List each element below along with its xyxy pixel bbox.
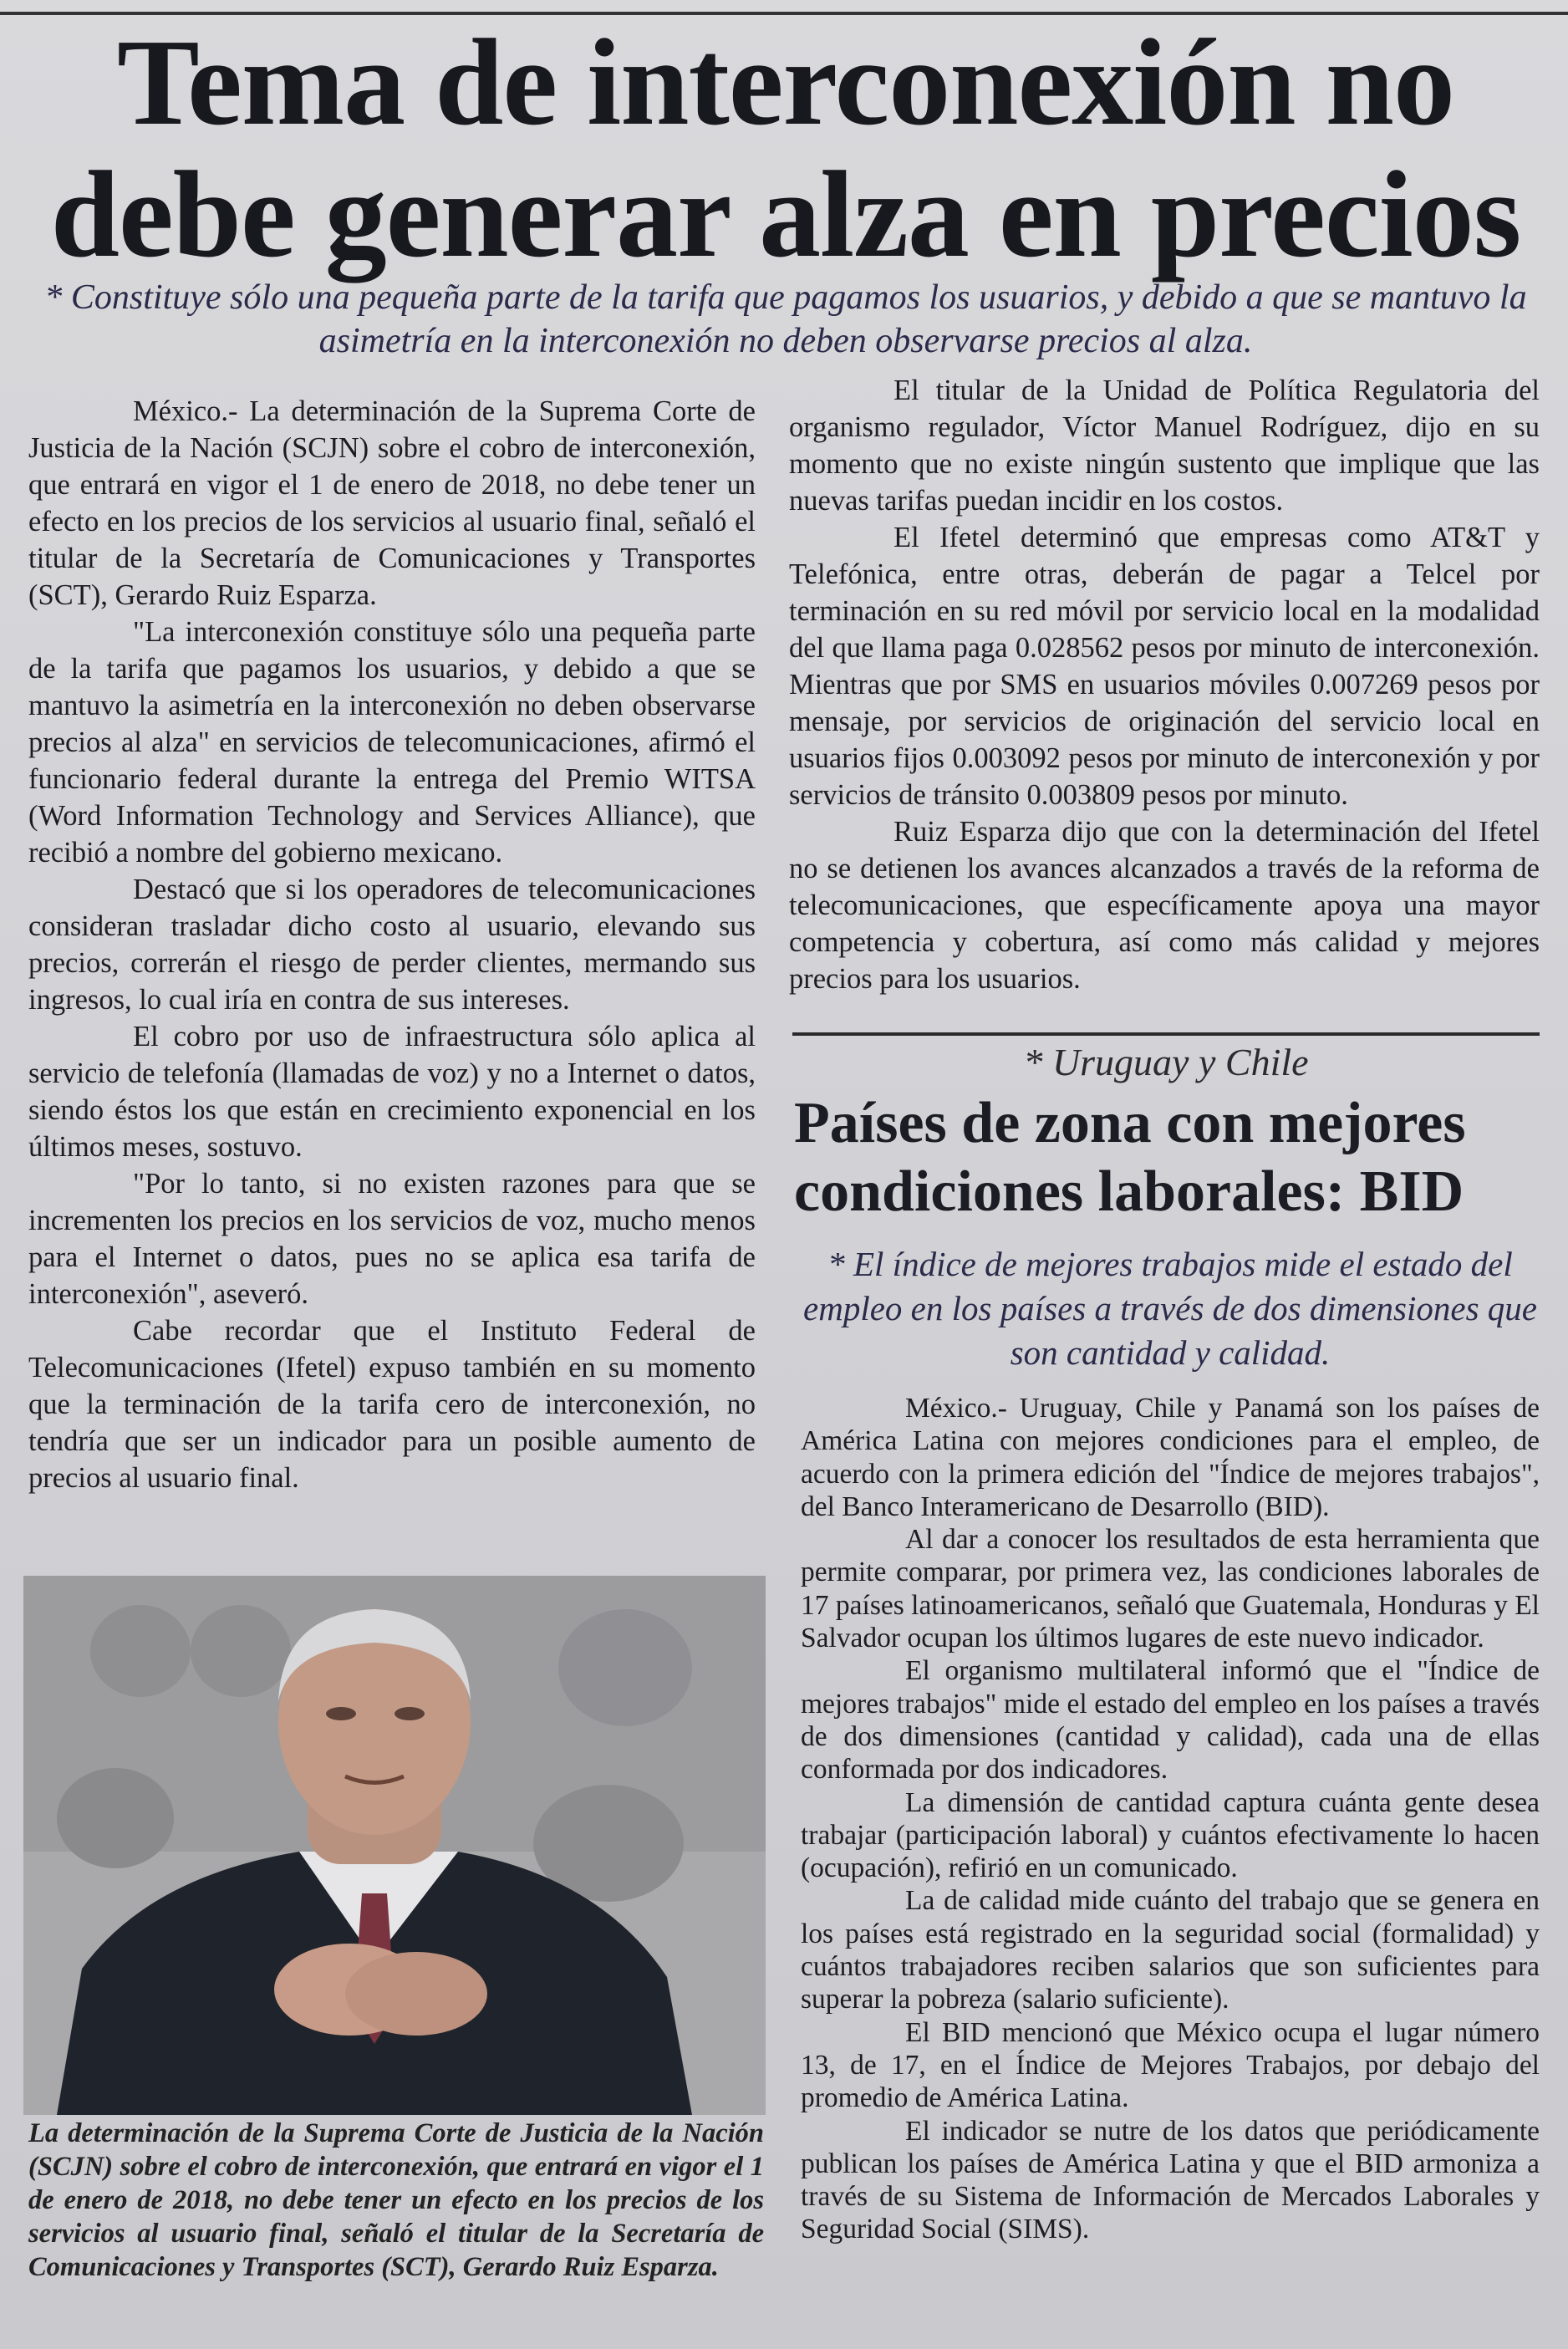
section-divider: [792, 1032, 1540, 1036]
left-paragraph: "Por lo tanto, si no existen razones para que se incrementen los precios en los servicios de voz, mucho menos para el Internet o datos, pues no se aplica esa tarifa de interconexión", aseveró.: [28, 1168, 756, 1310]
second-article-headline: Países de zona con mejores condiciones laborales: BID: [794, 1091, 1466, 1224]
main-deck: * Constituye sólo una pequeña parte de la tarifa que pagamos los usuarios, y debido a que se mantuvo la asimetría en la interconexión no deben observarse precios al alza.: [44, 278, 1527, 360]
official-portrait-photo: [23, 1576, 766, 2115]
left-paragraph: "La interconexión constituye sólo una pequeña parte de la tarifa que pagamos los usuarios, y debido a que se mantuvo la asimetría en la interconexión no deben observarse precios al alza" en servicios de telecomunicaciones, afirmó el funcionario federal durante la entrega del Premio WITSA (Word Information Technology and Services Alliance), que recibió a nombre del gobierno mexicano.: [28, 616, 756, 869]
second-article-deck: * El índice de mejores trabajos mide el estado del empleo en los países a través de dos dimensiones que son cantidad y calidad.: [803, 1245, 1537, 1372]
right-column-continuation: [789, 372, 1540, 997]
left-paragraph: Cabe recordar que el Instituto Federal de Telecomunicaciones (Ifetel) expuso también en su momento que la terminación de la tarifa cero de interconexión, no tendría que ser un indicador para un posible aumento de precios al usuario final.: [28, 1315, 756, 1494]
second-article-kicker: * Uruguay y Chile: [1023, 1041, 1309, 1083]
second-article-paragraph: La de calidad mide cuánto del trabajo que se genera en los países está registrado en la seguridad social (formalidad) y cuántos trabajadores reciben salarios que son suficientes para superar la pobreza (salario suficiente).: [801, 1885, 1540, 2015]
right-paragraph: Ruiz Esparza dijo que con la determinación del Ifetel no se detienen los avances alcanzados a través de la reforma de telecomunicaciones, que específicamente apoya una mayor competencia y cobertura, así como más calidad y mejores precios para los usuarios.: [789, 816, 1540, 995]
left-paragraph: México.- La determinación de la Suprema Corte de Justicia de la Nación (SCJN) sobre el cobro de interconexión, que entrará en vigor el 1 de enero de 2018, no debe tener un efecto en los precios de los servicios al usuario final, señaló el titular de la Secretaría de Comunicaciones y Transportes (SCT), Gerardo Ruiz Esparza.: [28, 395, 756, 611]
photo-caption: La determinación de la Suprema Corte de Justicia de la Nación (SCJN) sobre el cobro de interconexión, que entrará en vigor el 1 de enero de 2018, no debe tener un efecto en los precios de los servicios al usuario final, señaló el titular de la Secretaría de Comunicaciones y Transportes (SCT), Gerardo Ruiz Esparza.: [28, 2118, 764, 2282]
second-article-paragraph: El organismo multilateral informó que el "Índice de mejores trabajos" mide el estado del empleo en los países a través de dos dimensiones (cantidad y calidad), cada una de ellas conformada por dos indicadores.: [801, 1655, 1540, 1786]
top-rule: [0, 0, 1568, 15]
left-paragraph: El cobro por uso de infraestructura sólo aplica al servicio de telefonía (llamadas de voz) y no a Internet o datos, siendo éstos los que están en crecimiento exponencial en los últimos meses, sostuvo.: [28, 1021, 756, 1163]
left-column: [28, 393, 756, 1496]
portrait-illustration: [23, 1576, 766, 2115]
second-article-paragraph: El BID mencionó que México ocupa el lugar número 13, de 17, en el Índice de Mejores Trabajos, por debajo del promedio de América Latina.: [801, 2016, 1540, 2114]
second-article-paragraph: Al dar a conocer los resultados de esta herramienta que permite comparar, por primera vez, las condiciones laborales de 17 países latinoamericanos, señaló que Guatemala, Honduras y El Salvador ocupan los últimos lugares de este nuevo indicador.: [801, 1524, 1540, 1654]
second-article-body: [801, 1392, 1540, 2246]
second-article-paragraph: La dimensión de cantidad captura cuánta gente desea trabajar (participación laboral) y cuántos efectivamente lo hacen (ocupación), refirió en un comunicado.: [801, 1786, 1540, 1884]
left-paragraph: Destacó que si los operadores de telecomunicaciones consideran trasladar dicho costo al usuario, elevando sus precios, correrán el riesgo de perder clientes, mermando sus ingresos, lo cual iría en contra de sus intereses.: [28, 874, 756, 1016]
right-paragraph: El Ifetel determinó que empresas como AT&T y Telefónica, entre otras, deberán de pagar a Telcel por terminación en su red móvil por servicio local en la modalidad del que llama paga 0.028562 pesos por minuto de interconexión. Mientras que por SMS en usuarios móviles 0.007269 pesos por mensaje, por servicios de originación del servicio local en usuarios fijos 0.003092 pesos por minuto de interconexión y por servicios de tránsito 0.003809 pesos por minuto.: [789, 522, 1540, 811]
second-article-paragraph: México.- Uruguay, Chile y Panamá son los países de América Latina con mejores condiciones para el empleo, de acuerdo con la primera edición del "Índice de mejores trabajos", del Banco Interamericano de Desarrollo (BID).: [801, 1393, 1540, 1522]
main-headline: Tema de interconexión no debe generar alza en precios: [50, 14, 1521, 283]
right-paragraph: El titular de la Unidad de Política Regulatoria del organismo regulador, Víctor Manuel Rodríguez, dijo en su momento que no existe ningún sustento que implique que las nuevas tarifas puedan incidir en los costos.: [789, 375, 1540, 517]
second-article-paragraph: El indicador se nutre de los datos que periódicamente publican los países de América Latina y que el BID armoniza a través de su Sistema de Información de Mercados Laborales y Seguridad Social (SIMS).: [801, 2115, 1540, 2245]
